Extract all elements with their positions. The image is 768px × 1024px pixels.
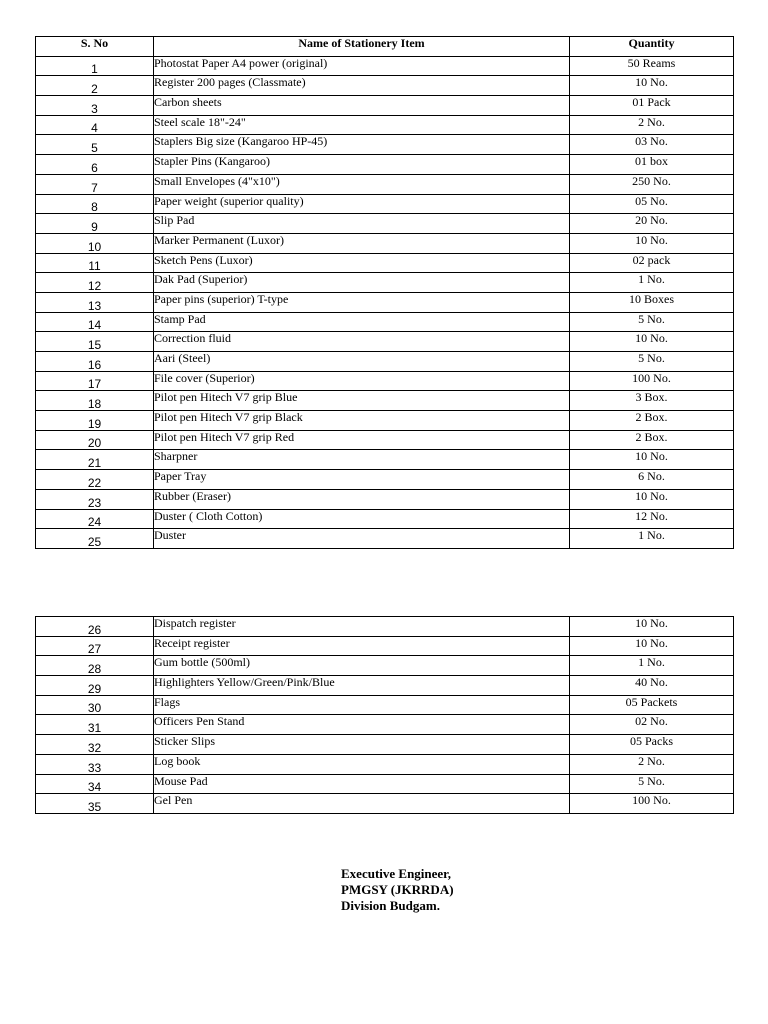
item-name-cell: Receipt register [154, 636, 570, 656]
table-row [36, 450, 734, 470]
serial-number-cell: 20 [36, 430, 154, 450]
item-name-cell: Small Envelopes (4"x10") [154, 174, 570, 194]
item-name-cell: Gum bottle (500ml) [154, 656, 570, 676]
quantity-cell: 2 No. [570, 754, 734, 774]
table-row [36, 695, 734, 715]
serial-number-cell: 8 [36, 194, 154, 214]
quantity-cell: 100 No. [570, 794, 734, 814]
item-name-cell: Rubber (Eraser) [154, 489, 570, 509]
table-row [36, 76, 734, 96]
serial-number-cell: 32 [36, 735, 154, 755]
table-row [36, 233, 734, 253]
serial-number-cell: 22 [36, 470, 154, 490]
item-name-cell: Photostat Paper A4 power (original) [154, 56, 570, 76]
table-row [36, 774, 734, 794]
quantity-cell: 40 No. [570, 676, 734, 696]
stationery-table-part1 [35, 36, 734, 549]
signature-block [341, 866, 454, 914]
serial-number-cell: 12 [36, 273, 154, 293]
quantity-cell: 1 No. [570, 656, 734, 676]
quantity-cell: 1 No. [570, 529, 734, 549]
quantity-cell: 10 No. [570, 636, 734, 656]
table-row [36, 509, 734, 529]
serial-number-cell: 23 [36, 489, 154, 509]
quantity-cell: 5 No. [570, 312, 734, 332]
serial-number-cell: 19 [36, 411, 154, 431]
serial-number-cell: 1 [36, 56, 154, 76]
item-name-cell: Pilot pen Hitech V7 grip Black [154, 411, 570, 431]
serial-number-cell: 21 [36, 450, 154, 470]
serial-number-cell: 7 [36, 174, 154, 194]
quantity-cell: 02 No. [570, 715, 734, 735]
serial-number-cell: 29 [36, 676, 154, 696]
item-name-cell: Marker Permanent (Luxor) [154, 233, 570, 253]
serial-number-cell: 16 [36, 352, 154, 372]
serial-number-cell: 5 [36, 135, 154, 155]
item-name-cell: Paper weight (superior quality) [154, 194, 570, 214]
table-row [36, 411, 734, 431]
serial-number-cell: 27 [36, 636, 154, 656]
quantity-cell: 20 No. [570, 214, 734, 234]
item-name-cell: Paper pins (superior) T-type [154, 292, 570, 312]
serial-number-cell: 4 [36, 115, 154, 135]
quantity-cell: 01 box [570, 155, 734, 175]
quantity-cell: 10 No. [570, 76, 734, 96]
table-row [36, 135, 734, 155]
table-row [36, 735, 734, 755]
quantity-cell: 250 No. [570, 174, 734, 194]
table-row [36, 312, 734, 332]
item-name-cell: Duster ( Cloth Cotton) [154, 509, 570, 529]
quantity-cell: 02 pack [570, 253, 734, 273]
table-row [36, 715, 734, 735]
quantity-cell: 01 Pack [570, 96, 734, 116]
quantity-cell: 5 No. [570, 352, 734, 372]
item-name-cell: Highlighters Yellow/Green/Pink/Blue [154, 676, 570, 696]
serial-number-cell: 15 [36, 332, 154, 352]
quantity-header: Quantity [570, 37, 734, 57]
quantity-cell: 10 No. [570, 332, 734, 352]
table-row [36, 115, 734, 135]
quantity-cell: 1 No. [570, 273, 734, 293]
table-row [36, 56, 734, 76]
table-row [36, 214, 734, 234]
table-body-part1 [36, 56, 734, 548]
item-name-cell: Correction fluid [154, 332, 570, 352]
item-name-cell: Stapler Pins (Kangaroo) [154, 155, 570, 175]
quantity-cell: 05 No. [570, 194, 734, 214]
quantity-cell: 10 No. [570, 617, 734, 637]
table-row [36, 794, 734, 814]
table-row [36, 155, 734, 175]
item-name-cell: Stamp Pad [154, 312, 570, 332]
table-row [36, 352, 734, 372]
item-name-cell: Sticker Slips [154, 735, 570, 755]
table-row [36, 656, 734, 676]
table-row [36, 529, 734, 549]
item-name-cell: Staplers Big size (Kangaroo HP-45) [154, 135, 570, 155]
signature-division: Division Budgam. [341, 898, 440, 913]
quantity-cell: 5 No. [570, 774, 734, 794]
quantity-cell: 6 No. [570, 470, 734, 490]
stationery-table-part2 [35, 616, 734, 814]
quantity-cell: 3 Box. [570, 391, 734, 411]
item-name-cell: Aari (Steel) [154, 352, 570, 372]
quantity-cell: 100 No. [570, 371, 734, 391]
item-name-cell: Officers Pen Stand [154, 715, 570, 735]
table-row [36, 489, 734, 509]
quantity-cell: 50 Reams [570, 56, 734, 76]
item-name-cell: Gel Pen [154, 794, 570, 814]
serial-number-cell: 3 [36, 96, 154, 116]
serial-number-cell: 13 [36, 292, 154, 312]
item-name-cell: Mouse Pad [154, 774, 570, 794]
quantity-cell: 05 Packets [570, 695, 734, 715]
item-name-cell: Pilot pen Hitech V7 grip Blue [154, 391, 570, 411]
serial-number-cell: 26 [36, 617, 154, 637]
serial-number-cell: 30 [36, 695, 154, 715]
serial-number-cell: 6 [36, 155, 154, 175]
table-row [36, 470, 734, 490]
item-name-cell: Paper Tray [154, 470, 570, 490]
item-name-cell: Pilot pen Hitech V7 grip Red [154, 430, 570, 450]
signature-designation: Executive Engineer, [341, 866, 452, 881]
item-name-cell: Slip Pad [154, 214, 570, 234]
table-row [36, 194, 734, 214]
serial-number-cell: 9 [36, 214, 154, 234]
table-row [36, 96, 734, 116]
serial-number-cell: 25 [36, 529, 154, 549]
sno-header: S. No [36, 37, 154, 57]
table-row [36, 676, 734, 696]
quantity-cell: 2 Box. [570, 430, 734, 450]
item-name-cell: Sketch Pens (Luxor) [154, 253, 570, 273]
table-row [36, 174, 734, 194]
serial-number-cell: 34 [36, 774, 154, 794]
item-name-cell: Dispatch register [154, 617, 570, 637]
table-row [36, 253, 734, 273]
quantity-cell: 2 Box. [570, 411, 734, 431]
quantity-cell: 10 No. [570, 450, 734, 470]
serial-number-cell: 33 [36, 754, 154, 774]
item-name-cell: Dak Pad (Superior) [154, 273, 570, 293]
serial-number-cell: 2 [36, 76, 154, 96]
table-row [36, 636, 734, 656]
serial-number-cell: 31 [36, 715, 154, 735]
serial-number-cell: 17 [36, 371, 154, 391]
item-name-cell: Flags [154, 695, 570, 715]
item-name-cell: Register 200 pages (Classmate) [154, 76, 570, 96]
serial-number-cell: 18 [36, 391, 154, 411]
table-row [36, 391, 734, 411]
serial-number-cell: 11 [36, 253, 154, 273]
quantity-cell: 10 No. [570, 233, 734, 253]
quantity-cell: 03 No. [570, 135, 734, 155]
table-row [36, 617, 734, 637]
table-row [36, 371, 734, 391]
table-row [36, 292, 734, 312]
quantity-cell: 12 No. [570, 509, 734, 529]
serial-number-cell: 10 [36, 233, 154, 253]
item-name-cell: Steel scale 18"-24" [154, 115, 570, 135]
table-row [36, 273, 734, 293]
item-name-cell: Sharpner [154, 450, 570, 470]
item-name-cell: Carbon sheets [154, 96, 570, 116]
table-header-row [36, 37, 734, 57]
table-row [36, 430, 734, 450]
item-name-cell: Duster [154, 529, 570, 549]
item-name-cell: File cover (Superior) [154, 371, 570, 391]
serial-number-cell: 28 [36, 656, 154, 676]
table-body-part2 [36, 617, 734, 814]
quantity-cell: 10 Boxes [570, 292, 734, 312]
serial-number-cell: 35 [36, 794, 154, 814]
quantity-cell: 2 No. [570, 115, 734, 135]
serial-number-cell: 14 [36, 312, 154, 332]
quantity-cell: 10 No. [570, 489, 734, 509]
serial-number-cell: 24 [36, 509, 154, 529]
table-row [36, 332, 734, 352]
quantity-cell: 05 Packs [570, 735, 734, 755]
signature-organization: PMGSY (JKRRDA) [341, 882, 454, 897]
item-name-header: Name of Stationery Item [154, 37, 570, 57]
item-name-cell: Log book [154, 754, 570, 774]
table-row [36, 754, 734, 774]
